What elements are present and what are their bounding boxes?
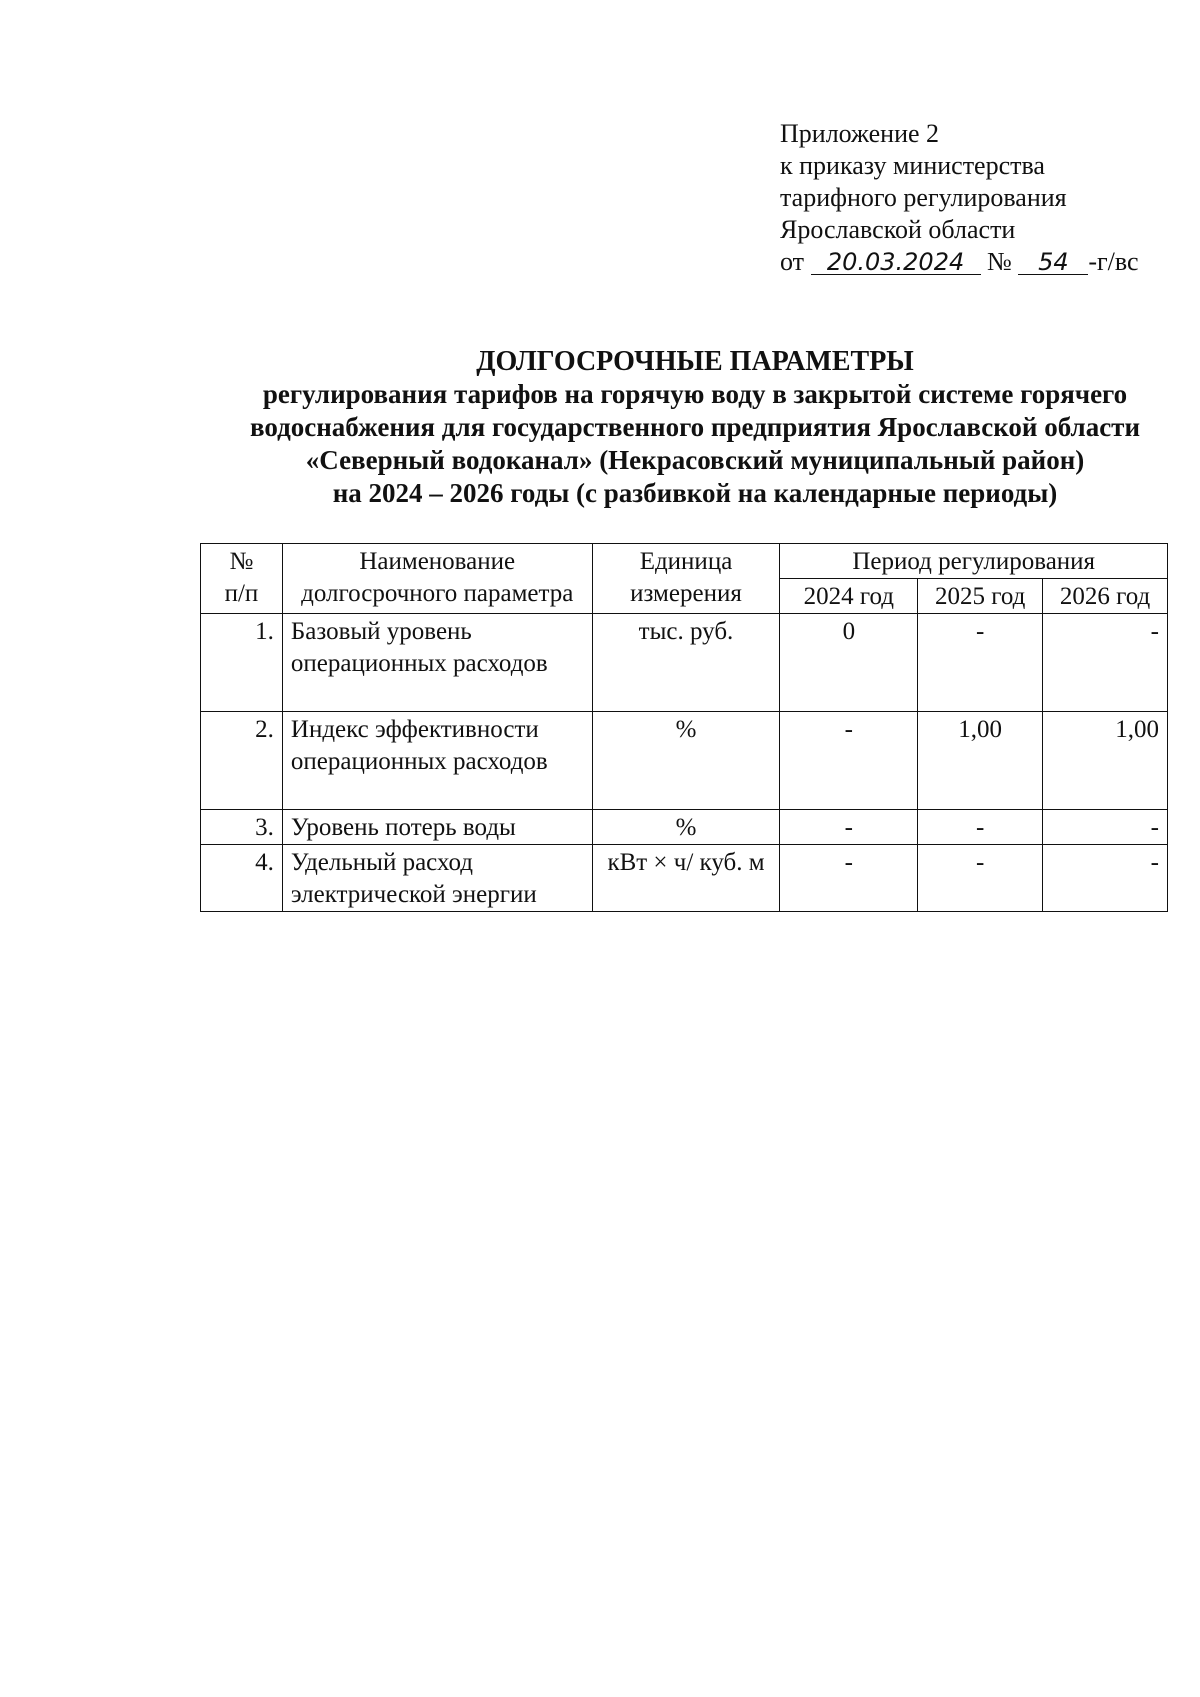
row-name: Базовый уровень операционных расходов [282, 614, 592, 712]
date-prefix: от [780, 247, 805, 276]
row-value-2024: - [780, 845, 918, 912]
parameters-table [200, 543, 1168, 912]
number-suffix: -г/вс [1088, 247, 1139, 276]
handwritten-number: 54 [1018, 250, 1088, 275]
row-name: Индекс эффективности операционных расходов [282, 712, 592, 810]
table-row [201, 712, 1168, 810]
document-title [150, 345, 1200, 510]
title-main: ДОЛГОСРОЧНЫЕ ПАРАМЕТРЫ [476, 346, 914, 377]
title-line: «Северный водоканал» (Некрасовский муниципальный район) [305, 445, 1085, 475]
header-unit: Единица измерения [592, 544, 780, 614]
attachment-line: тарифного регулирования [780, 183, 1067, 212]
header-num [201, 544, 283, 614]
table-row [201, 614, 1168, 712]
handwritten-date: 20.03.2024 [811, 250, 981, 275]
row-name: Уровень потерь воды [282, 810, 592, 845]
title-line: водоснабжения для государственного предприятия Ярославской области [249, 412, 1141, 442]
table-header-row [201, 544, 1168, 579]
attachment-line: к приказу министерства [780, 151, 1045, 180]
row-num: 2. [201, 712, 283, 810]
row-value-2024: 0 [780, 614, 918, 712]
header-num-abbr: п/п [224, 580, 259, 607]
header-period: Период регулирования [780, 544, 1168, 579]
number-prefix: № [987, 247, 1012, 276]
attachment-line: Ярославской области [780, 215, 1016, 244]
row-unit: тыс. руб. [592, 614, 780, 712]
header-year-2026: 2026 год [1043, 579, 1168, 614]
row-value-2024: - [780, 810, 918, 845]
row-value-2026: - [1043, 845, 1168, 912]
attachment-header [780, 118, 1139, 278]
row-num: 4. [201, 845, 283, 912]
header-num-symbol: № [229, 548, 254, 575]
order-date-number-line [780, 246, 1139, 278]
title-line: на 2024 – 2026 годы (с разбивкой на календарные периоды) [332, 478, 1058, 508]
row-value-2025: - [918, 614, 1043, 712]
row-unit: кВт × ч/ куб. м [592, 845, 780, 912]
attachment-line: Приложение 2 [780, 119, 940, 148]
row-value-2025: 1,00 [918, 712, 1043, 810]
row-num: 1. [201, 614, 283, 712]
row-num: 3. [201, 810, 283, 845]
table-row [201, 845, 1168, 912]
row-value-2026: - [1043, 614, 1168, 712]
row-value-2025: - [918, 810, 1043, 845]
table-row [201, 810, 1168, 845]
row-unit: % [592, 712, 780, 810]
row-value-2024: - [780, 712, 918, 810]
row-unit: % [592, 810, 780, 845]
row-value-2026: 1,00 [1043, 712, 1168, 810]
header-name: Наименование долгосрочного параметра [282, 544, 592, 614]
header-year-2025: 2025 год [918, 579, 1043, 614]
title-line: регулирования тарифов на горячую воду в закрытой системе горячего [262, 379, 1128, 409]
row-value-2026: - [1043, 810, 1168, 845]
row-value-2025: - [918, 845, 1043, 912]
header-year-2024: 2024 год [780, 579, 918, 614]
row-name: Удельный расход электрической энергии [282, 845, 592, 912]
